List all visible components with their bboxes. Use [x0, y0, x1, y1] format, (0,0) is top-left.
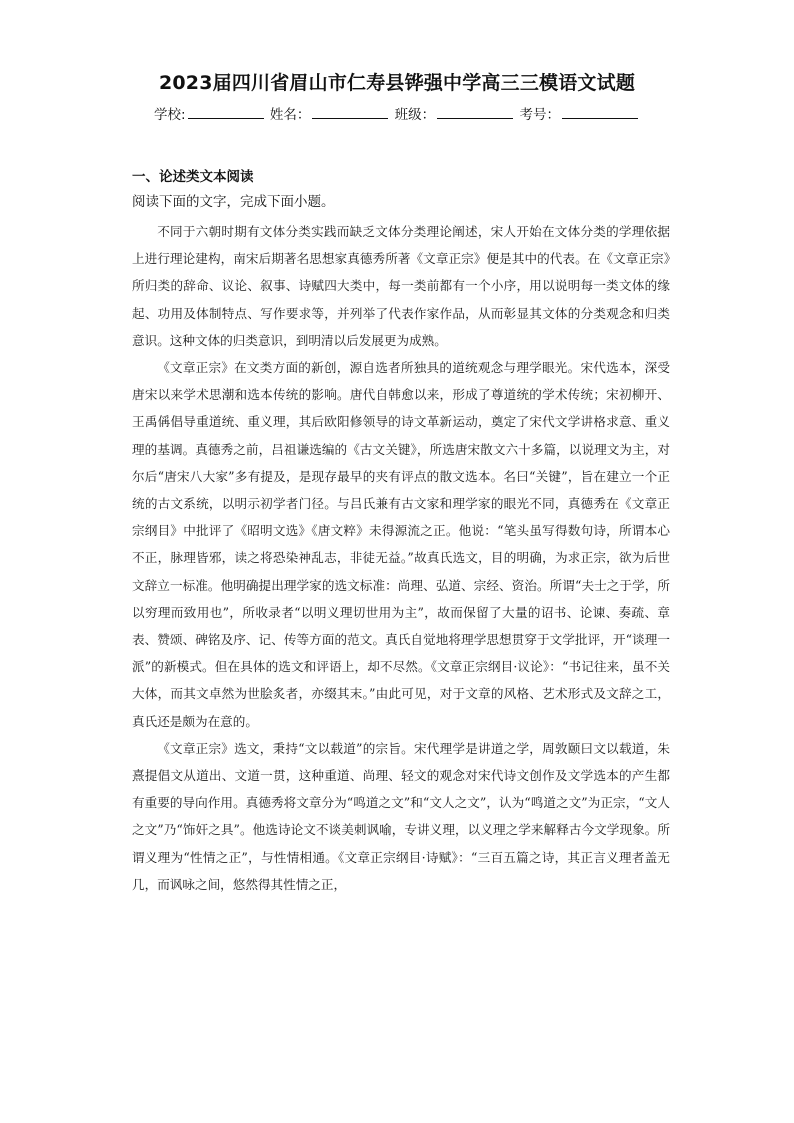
exam-title: 2023届四川省眉山市仁寿县铧强中学高三三模语文试题 [158, 72, 636, 94]
exam-number-label: 考号： [519, 107, 560, 123]
exam-number-blank[interactable] [562, 104, 638, 119]
passage-paragraph-3: 《文章正宗》选文，秉持“文以载道”的宗旨。宋代理学是讲道之学，周敦颐曰文以载道，朱熹提倡文从道出、文道一贯，这种重道、尚理、轻文的观念对宋代诗文创作及文学选本的产生都有重要的导向作用。真德秀将文章分为“鸣道之文”和“文人之文”，认为“鸣道之文”为正宗，“文人之文”乃“饰奸之具”。他选诗论文不谈美刺讽喻，专讲义理，以义理之学来解释古今文学现象。所谓义理为“性情之正”，与性情相通。《文章正宗纲目·诗赋》：“三百五篇之诗，其正言义理者盖无几，而讽咏之间，悠然得其性情之正， [132, 740, 670, 892]
class-label: 班级： [394, 107, 436, 123]
student-info-line [0, 103, 794, 123]
name-blank[interactable] [312, 104, 388, 119]
name-label: 姓名： [269, 107, 311, 123]
class-blank[interactable] [437, 104, 513, 119]
reading-passage [132, 218, 670, 898]
passage-paragraph-1: 不同于六朝时期有文体分类实践而缺乏文体分类理论阐述，宋人开始在文体分类的学理依据上进行理论建构，南宋后期著名思想家真德秀所著《文章正宗》便是其中的代表。在《文章正宗》所归类的辞命、议论、叙事、诗赋四大类中，每一类前都有一个小序，用以说明每一类文体的缘起、功用及体制特点、写作要求等，并列举了代表作家作品，从而彰显其文体的分类观念和归类意识。这种文体的归类意识，到明清以后发展更为成熟。 [132, 224, 670, 348]
passage-paragraph-2: 《文章正宗》在文类方面的新创，源自选者所独具的道统观念与理学眼光。宋代选本，深受唐宋以来学术思潮和选本传统的影响。唐代自韩愈以来，形成了尊道统的学术传统；宋初柳开、王禹偁倡导重道统、重义理，其后欧阳修领导的诗文革新运动，奠定了宋代文学讲格求意、重义理的基调。真德秀之前，吕祖谦选编的《古文关键》，所选唐宋散文六十多篇，以说理文为主，对尔后“唐宋八大家”多有提及，是现存最早的夹有评点的散文选本。名曰“关键”，旨在建立一个正统的古文系统，以明示初学者门径。与吕氏兼有古文家和理学家的眼光不同，真德秀在《文章正宗纲目》中批评了《昭明文选》《唐文粹》未得源流之正。他说：“笔头虽写得数句诗，所谓本心不正，脉理皆邪，读之将恐染神乱志，非徒无益。”故真氏选文，目的明确，为求正宗，欲为后世文辞立一标准。他明确提出理学家的选文标准：尚理、弘道、宗经、资治。所谓“夫士之于学，所以穷理而致用也”，所收录者“以明义理切世用为主”，故而保留了大量的诏书、论谏、奏疏、章表、赞颂、碑铭及序、记、传等方面的范文。真氏自觉地将理学思想贯穿于文学批评，开“谈理一派”的新模式。但在具体的选文和评语上，却不尽然。《文章正宗纲目·议论》：“书记往来，虽不关大体，而其文卓然为世脍炙者，亦缀其末。”由此可见，对于文章的风格、艺术形式及文辞之工，真氏还是颇为在意的。 [132, 360, 670, 729]
school-blank[interactable] [188, 104, 264, 119]
section-instruction: 阅读下面的文字，完成下面小题。 [132, 194, 335, 210]
school-label: 学校: [154, 107, 186, 123]
section-heading: 一、论述类文本阅读 [132, 169, 254, 185]
